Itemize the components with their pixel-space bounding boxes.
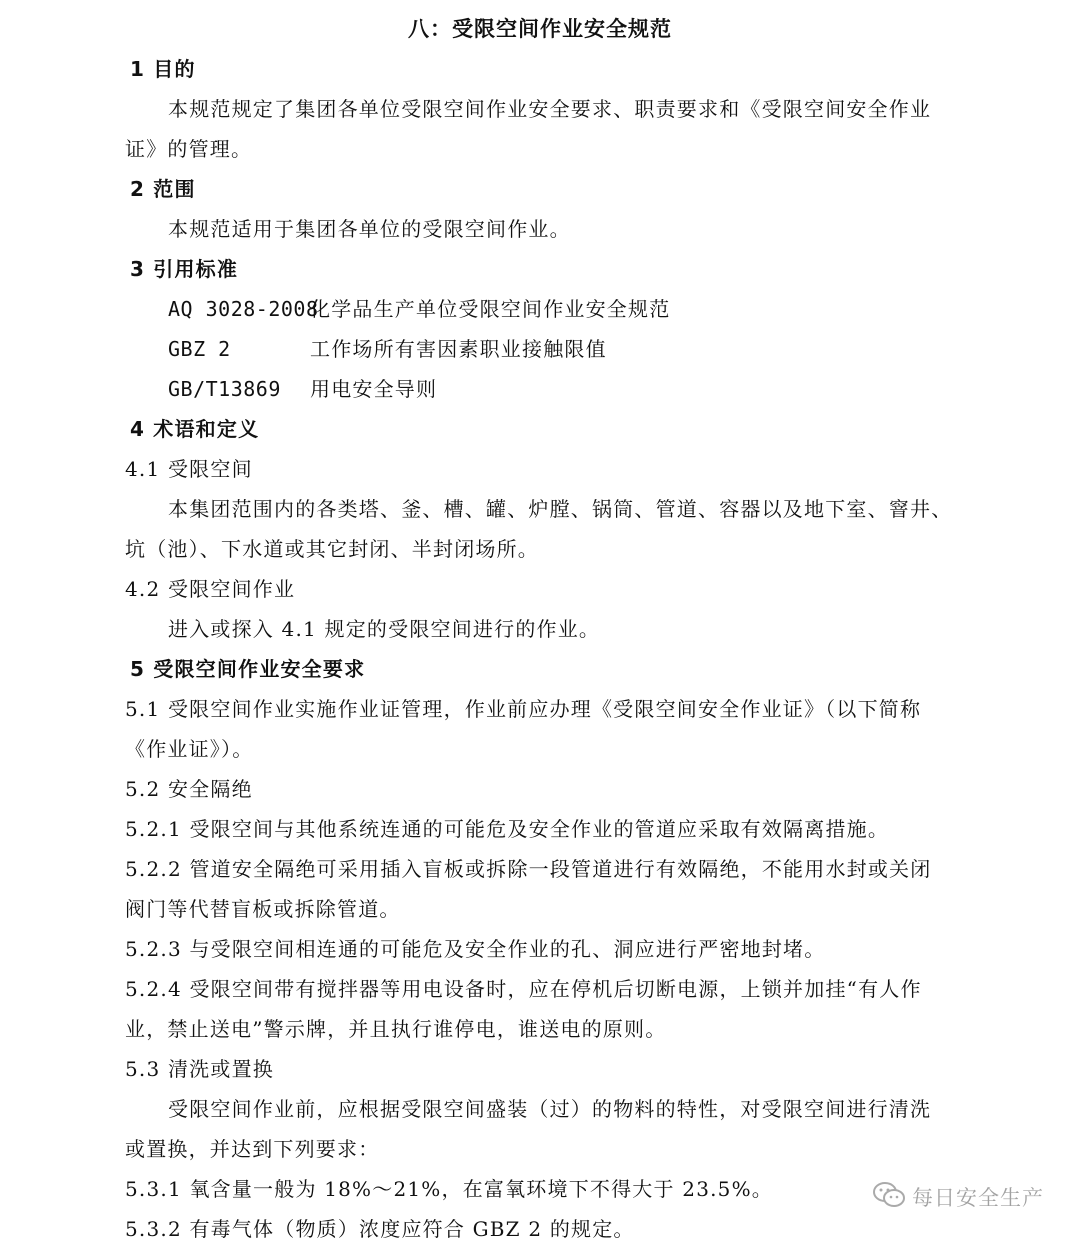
reference-name: 工作场所有害因素职业接触限值	[310, 337, 607, 361]
subsection-heading-confined-work: 4.2 受限空间作业	[125, 577, 296, 601]
paragraph-cleaning-line2: 或置换，并达到下列要求：	[125, 1137, 380, 1161]
subsection-heading-isolation: 5.2 安全隔绝	[125, 777, 253, 801]
clause-5-3-2: 5.3.2 有毒气体（物质）浓度应符合 GBZ 2 的规定。	[125, 1217, 635, 1241]
clause-5-2-2-line2: 阀门等代替盲板或拆除管道。	[125, 897, 401, 921]
section-heading-terms: 4 术语和定义	[130, 417, 260, 441]
clause-5-2-2-line1: 5.2.2 管道安全隔绝可采用插入盲板或拆除一段管道进行有效隔绝，不能用水封或关闭	[125, 857, 932, 881]
section-heading-purpose: 1 目的	[130, 57, 196, 81]
section-heading-safety-requirements: 5 受限空间作业安全要求	[130, 657, 366, 681]
subsection-heading-cleaning: 5.3 清洗或置换	[125, 1057, 274, 1081]
reference-code: AQ 3028-2008	[168, 297, 319, 321]
clause-5-1-line2: 《作业证》）。	[125, 737, 254, 761]
paragraph-confined-work: 进入或探入 4.1 规定的受限空间进行的作业。	[168, 617, 601, 641]
reference-item	[168, 336, 607, 362]
clause-5-2-4-line1: 5.2.4 受限空间带有搅拌器等用电设备时，应在停机后切断电源，上锁并加挂“有人作	[125, 977, 922, 1001]
reference-item	[168, 376, 437, 402]
reference-code: GB/T13869	[168, 377, 281, 401]
paragraph-purpose-line2: 证》的管理。	[125, 137, 253, 161]
watermark	[872, 1180, 1044, 1214]
reference-name: 用电安全导则	[310, 377, 438, 401]
paragraph-confined-space-line2: 坑（池）、下水道或其它封闭、半封闭场所。	[125, 537, 539, 561]
clause-5-2-1: 5.2.1 受限空间与其他系统连通的可能危及安全作业的管道应采取有效隔离措施。	[125, 817, 890, 841]
clause-5-3-1: 5.3.1 氧含量一般为 18%～21%，在富氧环境下不得大于 23.5%。	[125, 1177, 774, 1201]
paragraph-scope: 本规范适用于集团各单位的受限空间作业。	[168, 217, 571, 241]
reference-name: 化学品生产单位受限空间作业安全规范	[310, 297, 671, 321]
clause-5-2-4-line2: 业，禁止送电”警示牌，并且执行谁停电，谁送电的原则。	[125, 1017, 667, 1041]
watermark-text: 每日安全生产	[912, 1186, 1044, 1210]
section-heading-scope: 2 范围	[130, 177, 196, 201]
paragraph-purpose-line1: 本规范规定了集团各单位受限空间作业安全要求、职责要求和《受限空间安全作业	[168, 97, 932, 121]
paragraph-confined-space-line1: 本集团范围内的各类塔、釜、槽、罐、炉膛、锅筒、管道、容器以及地下室、窨井、	[168, 497, 953, 521]
clause-5-2-3: 5.2.3 与受限空间相连通的可能危及安全作业的孔、洞应进行严密地封堵。	[125, 937, 826, 961]
clause-5-1-line1: 5.1 受限空间作业实施作业证管理，作业前应办理《受限空间安全作业证》（以下简称	[125, 697, 922, 721]
paragraph-cleaning-line1: 受限空间作业前，应根据受限空间盛装（过）的物料的特性，对受限空间进行清洗	[168, 1097, 932, 1121]
subsection-heading-confined-space: 4.1 受限空间	[125, 457, 253, 481]
reference-item	[168, 296, 670, 322]
wechat-icon	[872, 1180, 906, 1214]
reference-code: GBZ 2	[168, 337, 231, 361]
section-heading-references: 3 引用标准	[130, 257, 239, 281]
document-title: 八：受限空间作业安全规范	[408, 17, 672, 41]
